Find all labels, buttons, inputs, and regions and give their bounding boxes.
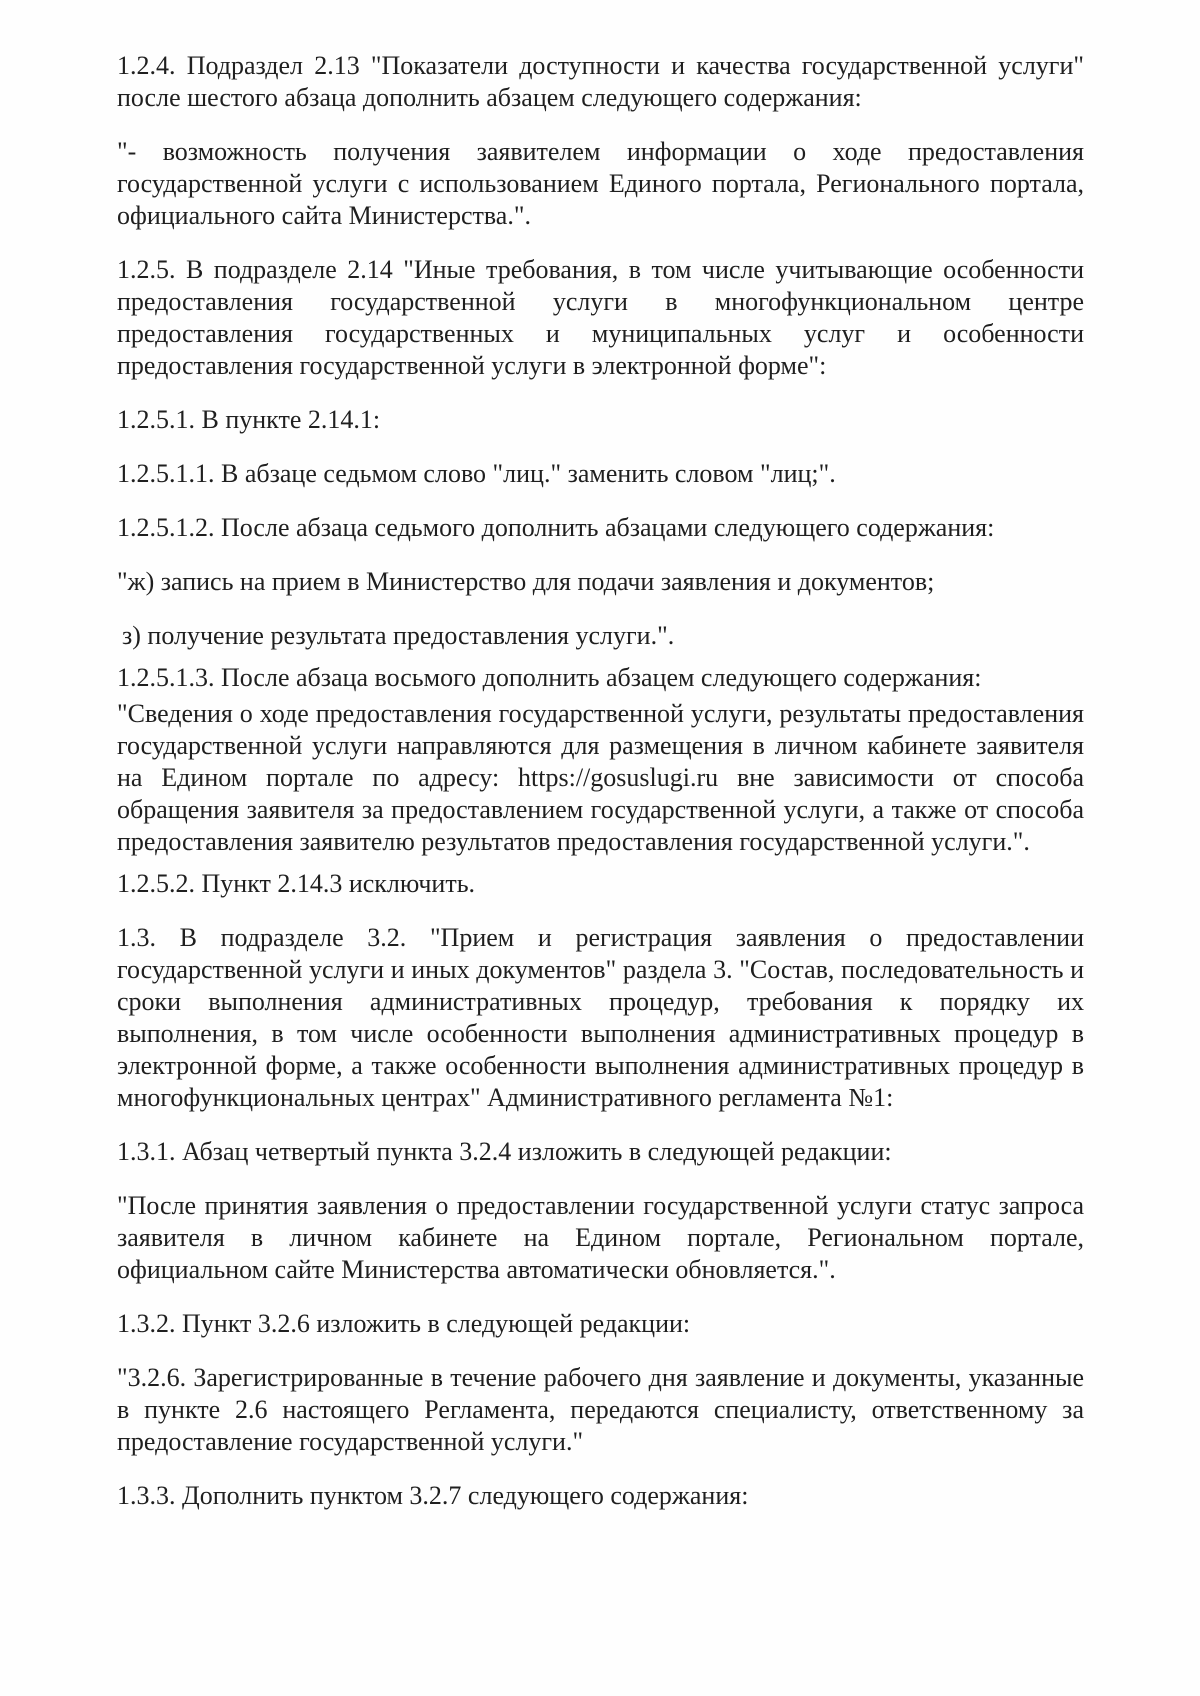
document-body [117, 50, 1084, 1512]
paragraph-1-2-5: 1.2.5. В подразделе 2.14 "Иные требования, в том числе учитывающие особенности предоставления государственной услуги в многофункциональном центре предоставления государственных и муниципальных услуг и особенности предоставления государственной услуги в электронной форме": [117, 255, 1084, 380]
paragraph-1-2-5-1-2: 1.2.5.1.2. После абзаца седьмого дополнить абзацами следующего содержания: [117, 513, 995, 542]
paragraph-1-3-3: 1.3.3. Дополнить пунктом 3.2.7 следующего содержания: [117, 1481, 749, 1510]
paragraph-1-2-5-1-1: 1.2.5.1.1. В абзаце седьмом слово "лиц." заменить словом "лиц;". [117, 459, 836, 488]
quote-paragraph-2: "Сведения о ходе предоставления государственной услуги, результаты предоставления государственной услуги направляются для размещения в личном кабинете заявителя на Едином портале по адресу: https://gosuslugi.ru вне зависимости от способа обращения заявителя за предоставлением государственной услуги, а также от способа предоставления заявителю результатов предоставления государственной услуги.". [117, 699, 1084, 856]
paragraph-1-2-5-2: 1.2.5.2. Пункт 2.14.3 исключить. [117, 869, 476, 898]
paragraph-1-3-2: 1.3.2. Пункт 3.2.6 изложить в следующей редакции: [117, 1309, 691, 1338]
paragraph-1-2-5-1-3: 1.2.5.1.3. После абзаца восьмого дополнить абзацем следующего содержания: [117, 663, 982, 692]
paragraph-1-3: 1.3. В подразделе 3.2. "Прием и регистрация заявления о предоставлении государственной услуги и иных документов" раздела 3. "Состав, последовательность и сроки выполнения административных процедур, требования к порядку их выполнения, в том числе особенности выполнения административных процедур в электронной форме, а также особенности выполнения административных процедур в многофункциональных центрах" Административного регламента №1: [117, 923, 1084, 1112]
list-item-z: з) получение результата предоставления услуги.". [122, 621, 675, 650]
quote-paragraph-4: "3.2.6. Зарегистрированные в течение рабочего дня заявление и документы, указанные в пункте 2.6 настоящего Регламента, передаются специалисту, ответственному за предоставление государственной услуги." [117, 1363, 1084, 1456]
paragraph-1-2-5-1: 1.2.5.1. В пункте 2.14.1: [117, 405, 381, 434]
list-item-zh: "ж) запись на прием в Министерство для подачи заявления и документов; [117, 567, 935, 596]
quote-paragraph-1: "- возможность получения заявителем информации о ходе предоставления государственной услуги с использованием Единого портала, Регионального портала, официального сайта Министерства.". [117, 137, 1084, 230]
paragraph-1-3-1: 1.3.1. Абзац четвертый пункта 3.2.4 изложить в следующей редакции: [117, 1137, 892, 1166]
paragraph-1-2-4: 1.2.4. Подраздел 2.13 "Показатели доступности и качества государственной услуги" после шестого абзаца дополнить абзацем следующего содержания: [117, 51, 1084, 112]
quote-paragraph-3: "После принятия заявления о предоставлении государственной услуги статус запроса заявителя в личном кабинете на Едином портале, Региональном портале, официальном сайте Министерства автоматически обновляется.". [117, 1191, 1084, 1284]
